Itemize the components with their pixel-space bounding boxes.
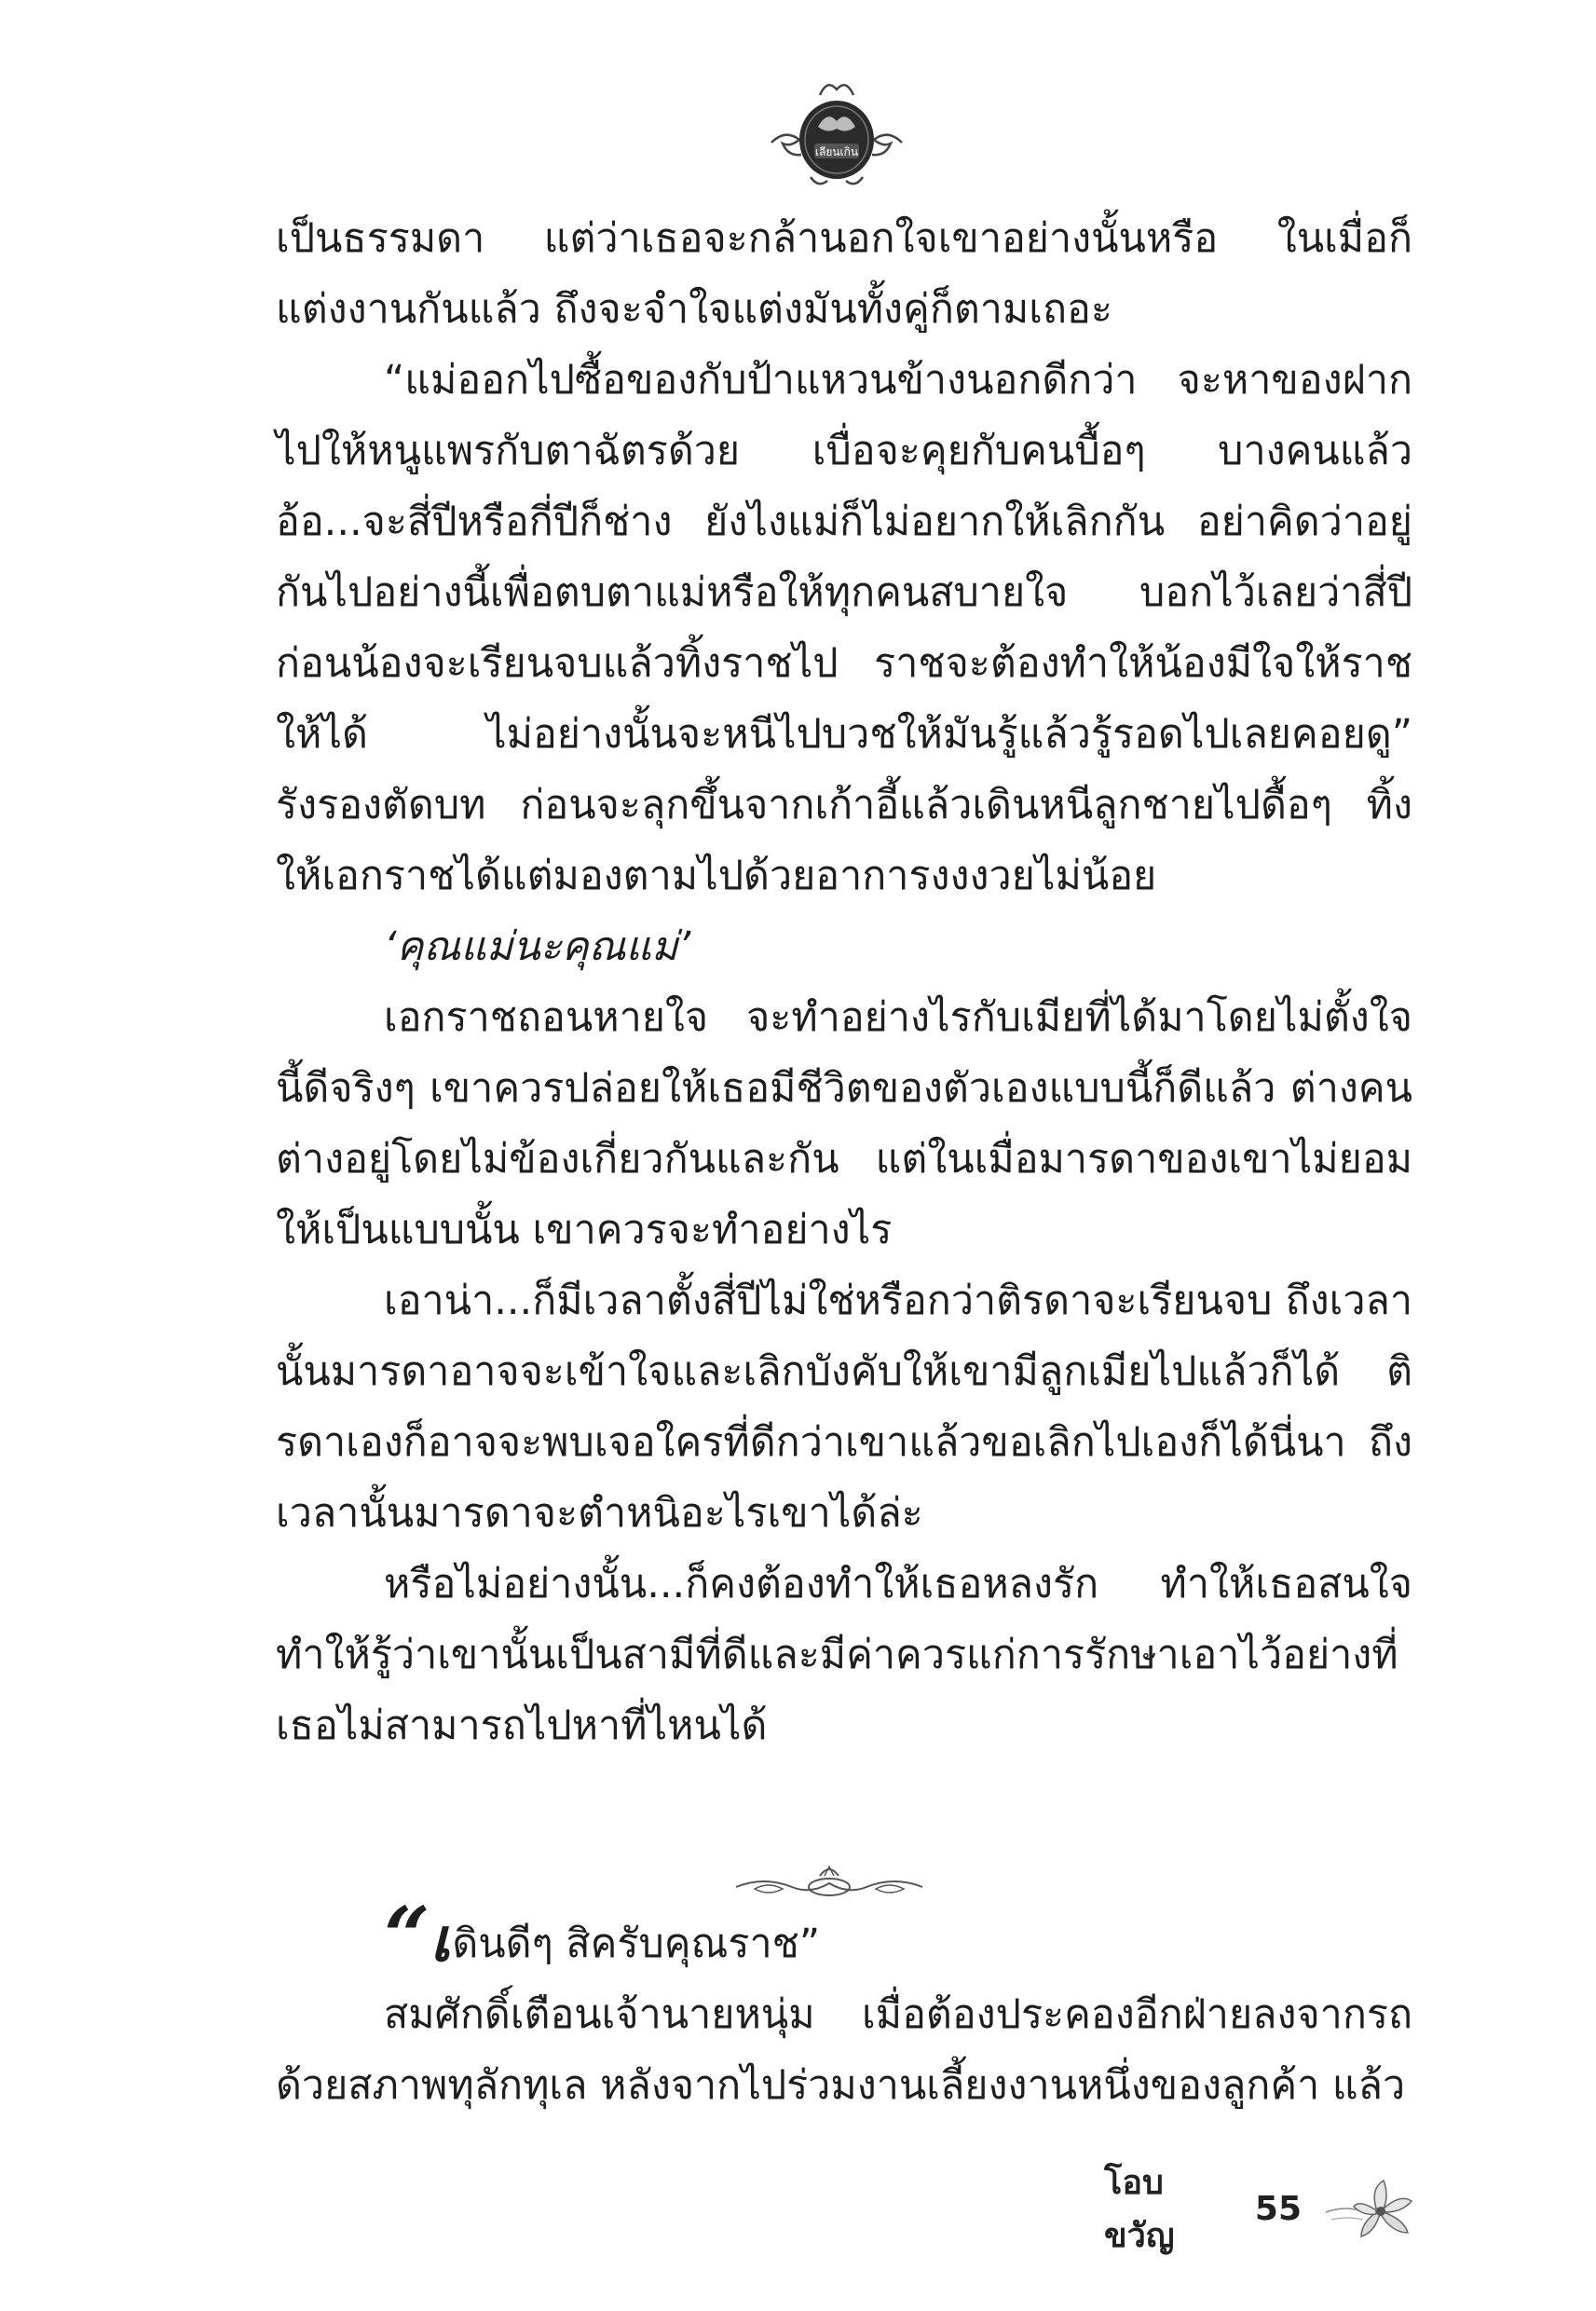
open-quote: “ xyxy=(384,1890,430,1984)
paragraph: สมศักดิ์เตือนเจ้านายหนุ่ม เมื่อต้องประคองอีกฝ่ายลงจากรถด้วยสภาพทุลักทุเล หลังจากไปร่วมงานเลี้ยงงานหนึ่งของลูกค้า แล้ว xyxy=(276,1991,1412,2109)
paragraph: เอาน่า...ก็มีเวลาตั้งสี่ปีไม่ใช่หรือกว่าติรดาจะเรียนจบ ถึงเวลานั้นมารดาอาจจะเข้าใจและเลิกบังคับให้เขามีลูกเมียไปแล้วก็ได้ ติรดาเองก็อาจจะพบเจอใครที่ดีกว่าเขาแล้วขอเลิกไปเองก็ได้นี่นา ถึงเวลานั้นมารดาจะตำหนิอะไรเขาได้ล่ะ xyxy=(276,1278,1412,1537)
dialogue-text: ดินดีๆ สิครับคุณราช” xyxy=(452,1921,821,1967)
ornamental-medallion-icon xyxy=(762,73,911,194)
page-number: 55 xyxy=(1254,2189,1302,2228)
paragraph: เอกราชถอนหายใจ จะทำอย่างไรกับเมียที่ได้มาโดยไม่ตั้งใจนี้ดีจริงๆ เขาควรปล่อยให้เธอมีชีวิตของตัวเองแบบนี้ก็ดีแล้ว ต่างคนต่างอยู่โดยไม่ข้องเกี่ยวกันและกัน แต่ในเมื่อมารดาของเขาไม่ยอมให้เป็นแบบนั้น เขาควรจะทำอย่างไร xyxy=(276,994,1412,1253)
paragraph: เป็นธรรมดา แต่ว่าเธอจะกล้านอกใจเขาอย่างนั้นหรือ ในเมื่อก็แต่งงานกันแล้ว ถึงจะจำใจแต่งมันทั้งคู่ก็ตามเถอะ xyxy=(276,215,1412,333)
ornamental-divider-icon xyxy=(727,1859,932,1906)
book-title: โอบขวัญ xyxy=(1104,2164,1175,2255)
paragraph: “แม่ออกไปซื้อของกับป้าแหวนข้างนอกดีกว่า จะหาของฝากไปให้หนูแพรกับตาฉัตรด้วย เบื่อจะคุยกับคนบื้อๆ บางคนแล้ว อ้อ...จะสี่ปีหรือกี่ปีก็ช่าง ยังไงแม่ก็ไม่อยากให้เลิกกัน อย่าคิดว่าอยู่กันไปอย่างนี้เพื่อตบตาแม่หรือให้ทุกคนสบายใจ บอกไว้เลยว่าสี่ปีก่อนน้องจะเรียนจบแล้วทิ้งราชไป ราชจะต้องทำให้น้องมีใจให้ราชให้ได้ ไม่อย่างนั้นจะหนีไปบวชให้มันรู้แล้วรู้รอดไปเลยคอยดู” รังรองตัดบท ก่อนจะลุกขึ้นจากเก้าอี้แล้วเดินหนีลูกชายไปดื้อๆ ทิ้งให้เอกราชได้แต่มองตามไปด้วยอาการงงงวยไม่น้อย xyxy=(276,357,1412,899)
page-footer xyxy=(1104,2164,1421,2255)
paragraph-thought: ‘คุณแม่นะคุณแม่’ xyxy=(384,923,691,970)
dialogue-line xyxy=(276,1890,1412,1984)
logo-text: เลียนเกิน xyxy=(814,145,859,158)
dropcap-letter: เ xyxy=(430,1906,451,1976)
flower-ornament-icon xyxy=(1318,2171,1421,2246)
section-two xyxy=(276,1890,1412,2121)
paragraph: หรือไม่อย่างนั้น...ก็คงต้องทำให้เธอหลงรัก ทำให้เธอสนใจทำให้รู้ว่าเขานั้นเป็นสามีที่ดีและมีค่าควรแก่การรักษาเอาไว้อย่างที่เธอไม่สามารถไปหาที่ไหนได้ xyxy=(276,1561,1412,1749)
main-text xyxy=(276,203,1412,1761)
